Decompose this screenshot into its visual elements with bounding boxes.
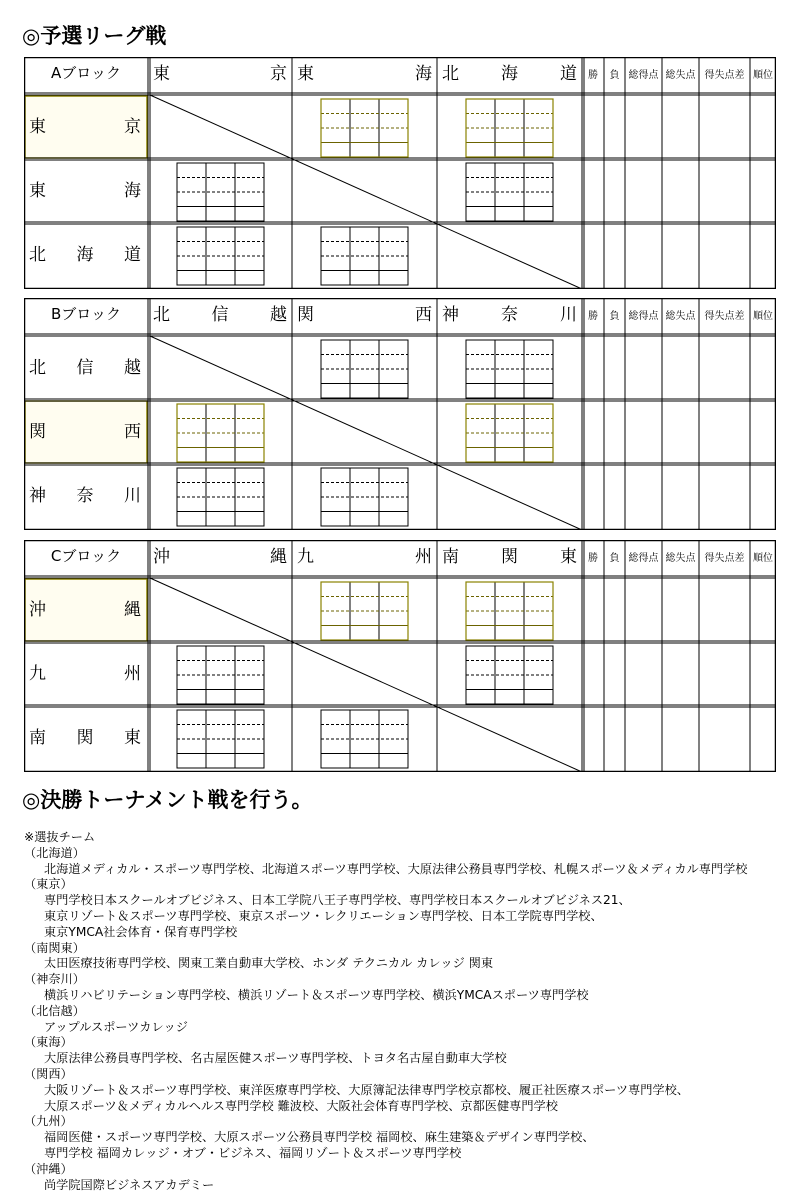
notes-school-list: 福岡医健・スポーツ専門学校、大原スポーツ公務員専門学校 福岡校、麻生建築＆デザイン専門学校、 xyxy=(44,1130,595,1145)
stat-header: 得失点差 xyxy=(704,311,745,322)
column-team-header: 沖 縄 xyxy=(153,547,287,567)
score-grid xyxy=(177,404,264,462)
notes-school-list: 専門学校日本スクールオブビジネス、日本工学院八王子専門学校、専門学校日本スクールオブビジネス21、 xyxy=(44,893,631,908)
league-block xyxy=(24,540,776,776)
row-team-name: 北 信 越 xyxy=(29,358,141,378)
stat-header: 負 xyxy=(609,70,620,81)
score-grid xyxy=(466,99,553,157)
notes-region: （神奈川） xyxy=(24,972,85,987)
score-grid xyxy=(466,163,553,221)
stat-header: 総得点 xyxy=(628,553,659,564)
selection-teams-notes xyxy=(24,830,784,1193)
stat-header: 総失点 xyxy=(665,70,696,81)
final-tournament-title: ◎決勝トーナメント戦を行う。 xyxy=(22,788,313,812)
stat-header: 総得点 xyxy=(628,311,659,322)
stat-header: 負 xyxy=(609,311,620,322)
column-team-header: 東 京 xyxy=(153,64,287,84)
score-grid xyxy=(466,582,553,640)
column-team-header: 南 関 東 xyxy=(442,547,577,567)
score-grid xyxy=(321,710,408,768)
score-grid xyxy=(177,710,264,768)
notes-region: （南関東） xyxy=(24,940,85,955)
row-team-name: 東 海 xyxy=(29,181,141,201)
notes-school-list: 大原スポーツ＆メディカルヘルス専門学校 難波校、大阪社会体育専門学校、京都医健専門学校 xyxy=(44,1098,558,1113)
stat-header: 負 xyxy=(609,553,620,564)
notes-region: （北海道） xyxy=(24,845,85,860)
row-team-name: 東 京 xyxy=(29,117,141,137)
score-grid xyxy=(321,227,408,285)
notes-list xyxy=(24,846,784,1193)
row-team-name: 沖 縄 xyxy=(29,600,141,620)
stat-header: 順位 xyxy=(753,311,773,322)
notes-school-list: 大阪リゾート＆スポーツ専門学校、東洋医療専門学校、大原簿記法律専門学校京都校、履正社医療スポーツ専門学校、 xyxy=(44,1082,689,1097)
block-name: Bブロック xyxy=(51,305,121,323)
column-team-header: 北 信 越 xyxy=(153,305,287,325)
notes-school-list: 太田医療技術専門学校、関東工業自動車大学校、ホンダ テクニカル カレッジ 関東 xyxy=(44,956,494,971)
stat-header: 得失点差 xyxy=(704,70,745,81)
stat-header: 勝 xyxy=(588,553,598,564)
stat-header: 勝 xyxy=(588,311,598,322)
row-team-name: 九 州 xyxy=(29,664,141,684)
notes-school-list: 東京YMCA社会体育・保育専門学校 xyxy=(44,924,238,939)
column-team-header: 関 西 xyxy=(297,305,432,325)
row-team-name: 北 海 道 xyxy=(29,245,141,265)
score-grid xyxy=(321,582,408,640)
notes-region: （関西） xyxy=(24,1066,73,1081)
score-grid xyxy=(321,468,408,526)
notes-title: ※選抜チーム xyxy=(24,830,96,844)
notes-school-list: 横浜リハビリテーション専門学校、横浜リゾート＆スポーツ専門学校、横浜YMCAスポーツ専門学校 xyxy=(44,987,589,1002)
block-name: Aブロック xyxy=(51,64,121,82)
stat-header: 順位 xyxy=(753,70,773,81)
notes-school-list: 尚学院国際ビジネスアカデミー xyxy=(44,1177,215,1192)
column-team-header: 東 海 xyxy=(297,64,432,84)
stat-header: 得失点差 xyxy=(704,553,745,564)
notes-region: （北信越） xyxy=(24,1003,85,1018)
stat-header: 勝 xyxy=(588,70,598,81)
prelim-league-title: ◎予選リーグ戦 xyxy=(22,24,167,48)
block-name: Cブロック xyxy=(50,547,122,565)
column-team-header: 九 州 xyxy=(297,547,432,567)
column-team-header: 北 海 道 xyxy=(442,64,577,84)
stat-header: 総失点 xyxy=(665,311,696,322)
notes-school-list: 大原法律公務員専門学校、名古屋医健スポーツ専門学校、トヨタ名古屋自動車大学校 xyxy=(44,1051,507,1066)
notes-region: （東京） xyxy=(24,877,73,892)
stat-header: 総失点 xyxy=(665,553,696,564)
score-grid xyxy=(321,99,408,157)
notes-school-list: 北海道メディカル・スポーツ専門学校、北海道スポーツ専門学校、大原法律公務員専門学校、札幌スポーツ＆メディカル専門学校 xyxy=(44,861,748,876)
stat-header: 総得点 xyxy=(628,70,659,81)
score-grid xyxy=(466,646,553,704)
league-block xyxy=(24,57,776,293)
column-team-header: 神 奈 川 xyxy=(442,305,577,325)
score-grid xyxy=(177,163,264,221)
row-team-name: 神 奈 川 xyxy=(29,486,141,506)
score-grid xyxy=(177,468,264,526)
notes-school-list: 東京リゾート＆スポーツ専門学校、東京スポーツ・レクリエーション専門学校、日本工学院専門学校、 xyxy=(44,908,603,923)
league-block xyxy=(24,298,776,534)
score-grid xyxy=(466,404,553,462)
row-team-name: 南 関 東 xyxy=(29,728,141,748)
score-grid xyxy=(177,227,264,285)
row-team-name: 関 西 xyxy=(29,422,141,442)
notes-region: （沖縄） xyxy=(24,1161,73,1176)
notes-school-list: 専門学校 福岡カレッジ・オブ・ビジネス、福岡リゾート＆スポーツ専門学校 xyxy=(44,1145,462,1160)
score-grid xyxy=(466,340,553,398)
score-grid xyxy=(177,646,264,704)
notes-school-list: アップルスポーツカレッジ xyxy=(44,1019,188,1034)
score-grid xyxy=(321,340,408,398)
notes-region: （東海） xyxy=(24,1035,73,1050)
notes-region: （九州） xyxy=(24,1114,73,1129)
stat-header: 順位 xyxy=(753,553,773,564)
